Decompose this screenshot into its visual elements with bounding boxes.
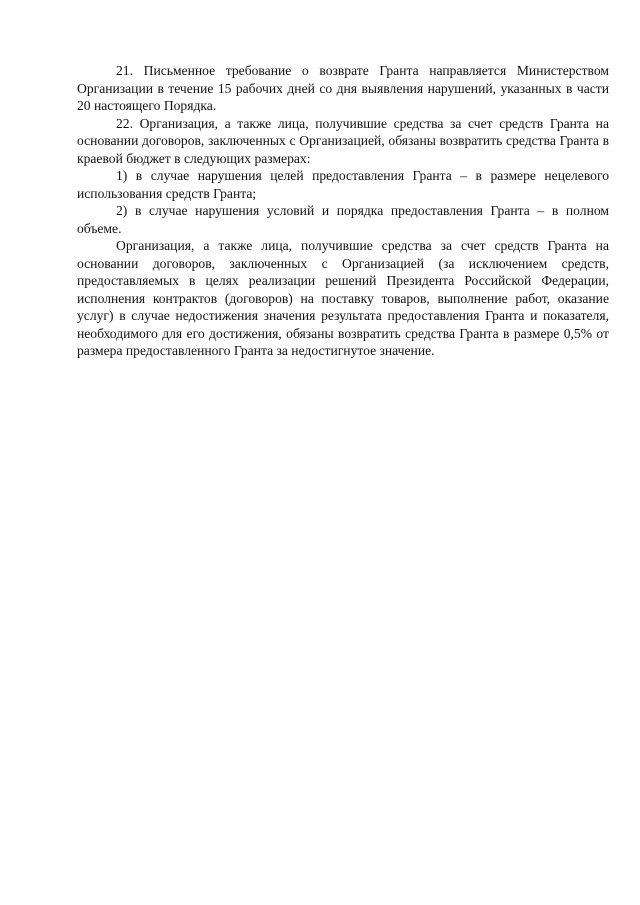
paragraph-item-2-full-refund: 2) в случае нарушения условий и порядка предоставления Гранта – в полном объеме.	[77, 203, 609, 236]
paragraph-result-not-achieved: Организация, а также лица, получившие средства за счет средств Гранта на основании договоров, заключенных с Организацией (за исключением средств, предоставляемых в целях реализации решений Президента Российской Федерации, исполнения контрактов (договоров) на поставку товаров, выполнение работ, оказание услуг) в случае недостижения значения результата предоставления Гранта и показателя, необходимого для его достижения, обязаны возвратить средства Гранта в размере 0,5% от размера предоставленного Гранта за недостигнутое значение.	[77, 238, 609, 358]
document-body	[77, 62, 609, 360]
paragraph-21-refund-demand: 21. Письменное требование о возврате Гранта направляется Министерством Организации в течение 15 рабочих дней со дня выявления нарушений, указанных в части 20 настоящего Порядка.	[77, 63, 609, 113]
paragraph-22-refund-obligation: 22. Организация, а также лица, получившие средства за счет средств Гранта на основании договоров, заключенных с Организацией, обязаны возвратить средства Гранта в краевой бюджет в следующих размерах:	[77, 115, 609, 166]
paragraph-item-1-misuse: 1) в случае нарушения целей предоставления Гранта – в размере нецелевого использования средств Гранта;	[77, 168, 609, 201]
